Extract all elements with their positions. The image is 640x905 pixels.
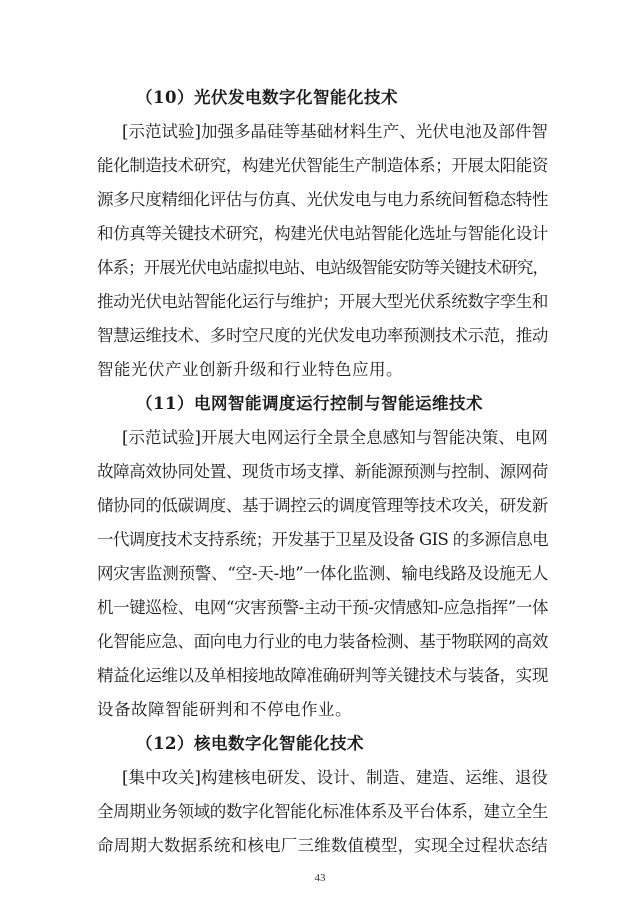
- paragraph-line: 精益化运维以及单相接地故障准确研判等关键技术与装备，实现: [97, 666, 549, 685]
- section-heading-11: （11）电网智能调度运行控制与智能运维技术: [136, 394, 483, 413]
- paragraph-line: 智慧运维技术、多时空尺度的光伏发电功率预测技术示范，推动: [97, 326, 549, 345]
- paragraph-line: 机一键巡检、电网“灾害预警-主动干预-灾情感知-应急指挥”一体: [97, 598, 549, 617]
- paragraph-line: 化智能应急、面向电力行业的电力装备检测、基于物联网的高效: [97, 632, 549, 651]
- paragraph-line: 储协同的低碳调度、基于调控云的调度管理等技术攻关，研发新: [97, 496, 549, 515]
- paragraph-line: 全周期业务领域的数字化智能化标准体系及平台体系，建立全生: [97, 802, 549, 821]
- paragraph-line: 智能光伏产业创新升级和行业特色应用。: [97, 360, 403, 379]
- paragraph-line: [示范试验]加强多晶硅等基础材料生产、光伏电池及部件智: [122, 122, 548, 141]
- paragraph-line: 和仿真等关键技术研究，构建光伏电站智能化选址与智能化设计: [97, 224, 549, 243]
- paragraph-line: 设备故障智能研判和不停电作业。: [97, 700, 352, 719]
- paragraph-line: 命周期大数据系统和核电厂三维数值模型，实现全过程状态结: [97, 836, 548, 855]
- paragraph-line: [示范试验]开展大电网运行全景全息感知与智能决策、电网: [122, 428, 548, 447]
- page-number: 43: [314, 872, 326, 884]
- paragraph-line: 推动光伏电站智能化运行与维护；开展大型光伏系统数字孪生和: [97, 292, 549, 311]
- paragraph-line: 能化制造技术研究，构建光伏智能生产制造体系；开展太阳能资: [97, 156, 549, 175]
- paragraph-line: 源多尺度精细化评估与仿真、光伏发电与电力系统间暂稳态特性: [97, 190, 549, 209]
- paragraph-line: 故障高效协同处置、现货市场支撑、新能源预测与控制、源网荷: [97, 462, 549, 481]
- paragraph-line: [集中攻关]构建核电研发、设计、制造、建造、运维、退役: [122, 768, 548, 787]
- paragraph-line: 一代调度技术支持系统；开发基于卫星及设备 GIS 的多源信息电: [97, 530, 548, 549]
- section-heading-10: （10）光伏发电数字化智能化技术: [136, 88, 398, 107]
- paragraph-line: 体系；开展光伏电站虚拟电站、电站级智能安防等关键技术研究，: [97, 258, 549, 277]
- paragraph-line: 网灾害监测预警、“空-天-地”一体化监测、输电线路及设施无人: [97, 564, 549, 583]
- section-heading-12: （12）核电数字化智能化技术: [136, 734, 364, 753]
